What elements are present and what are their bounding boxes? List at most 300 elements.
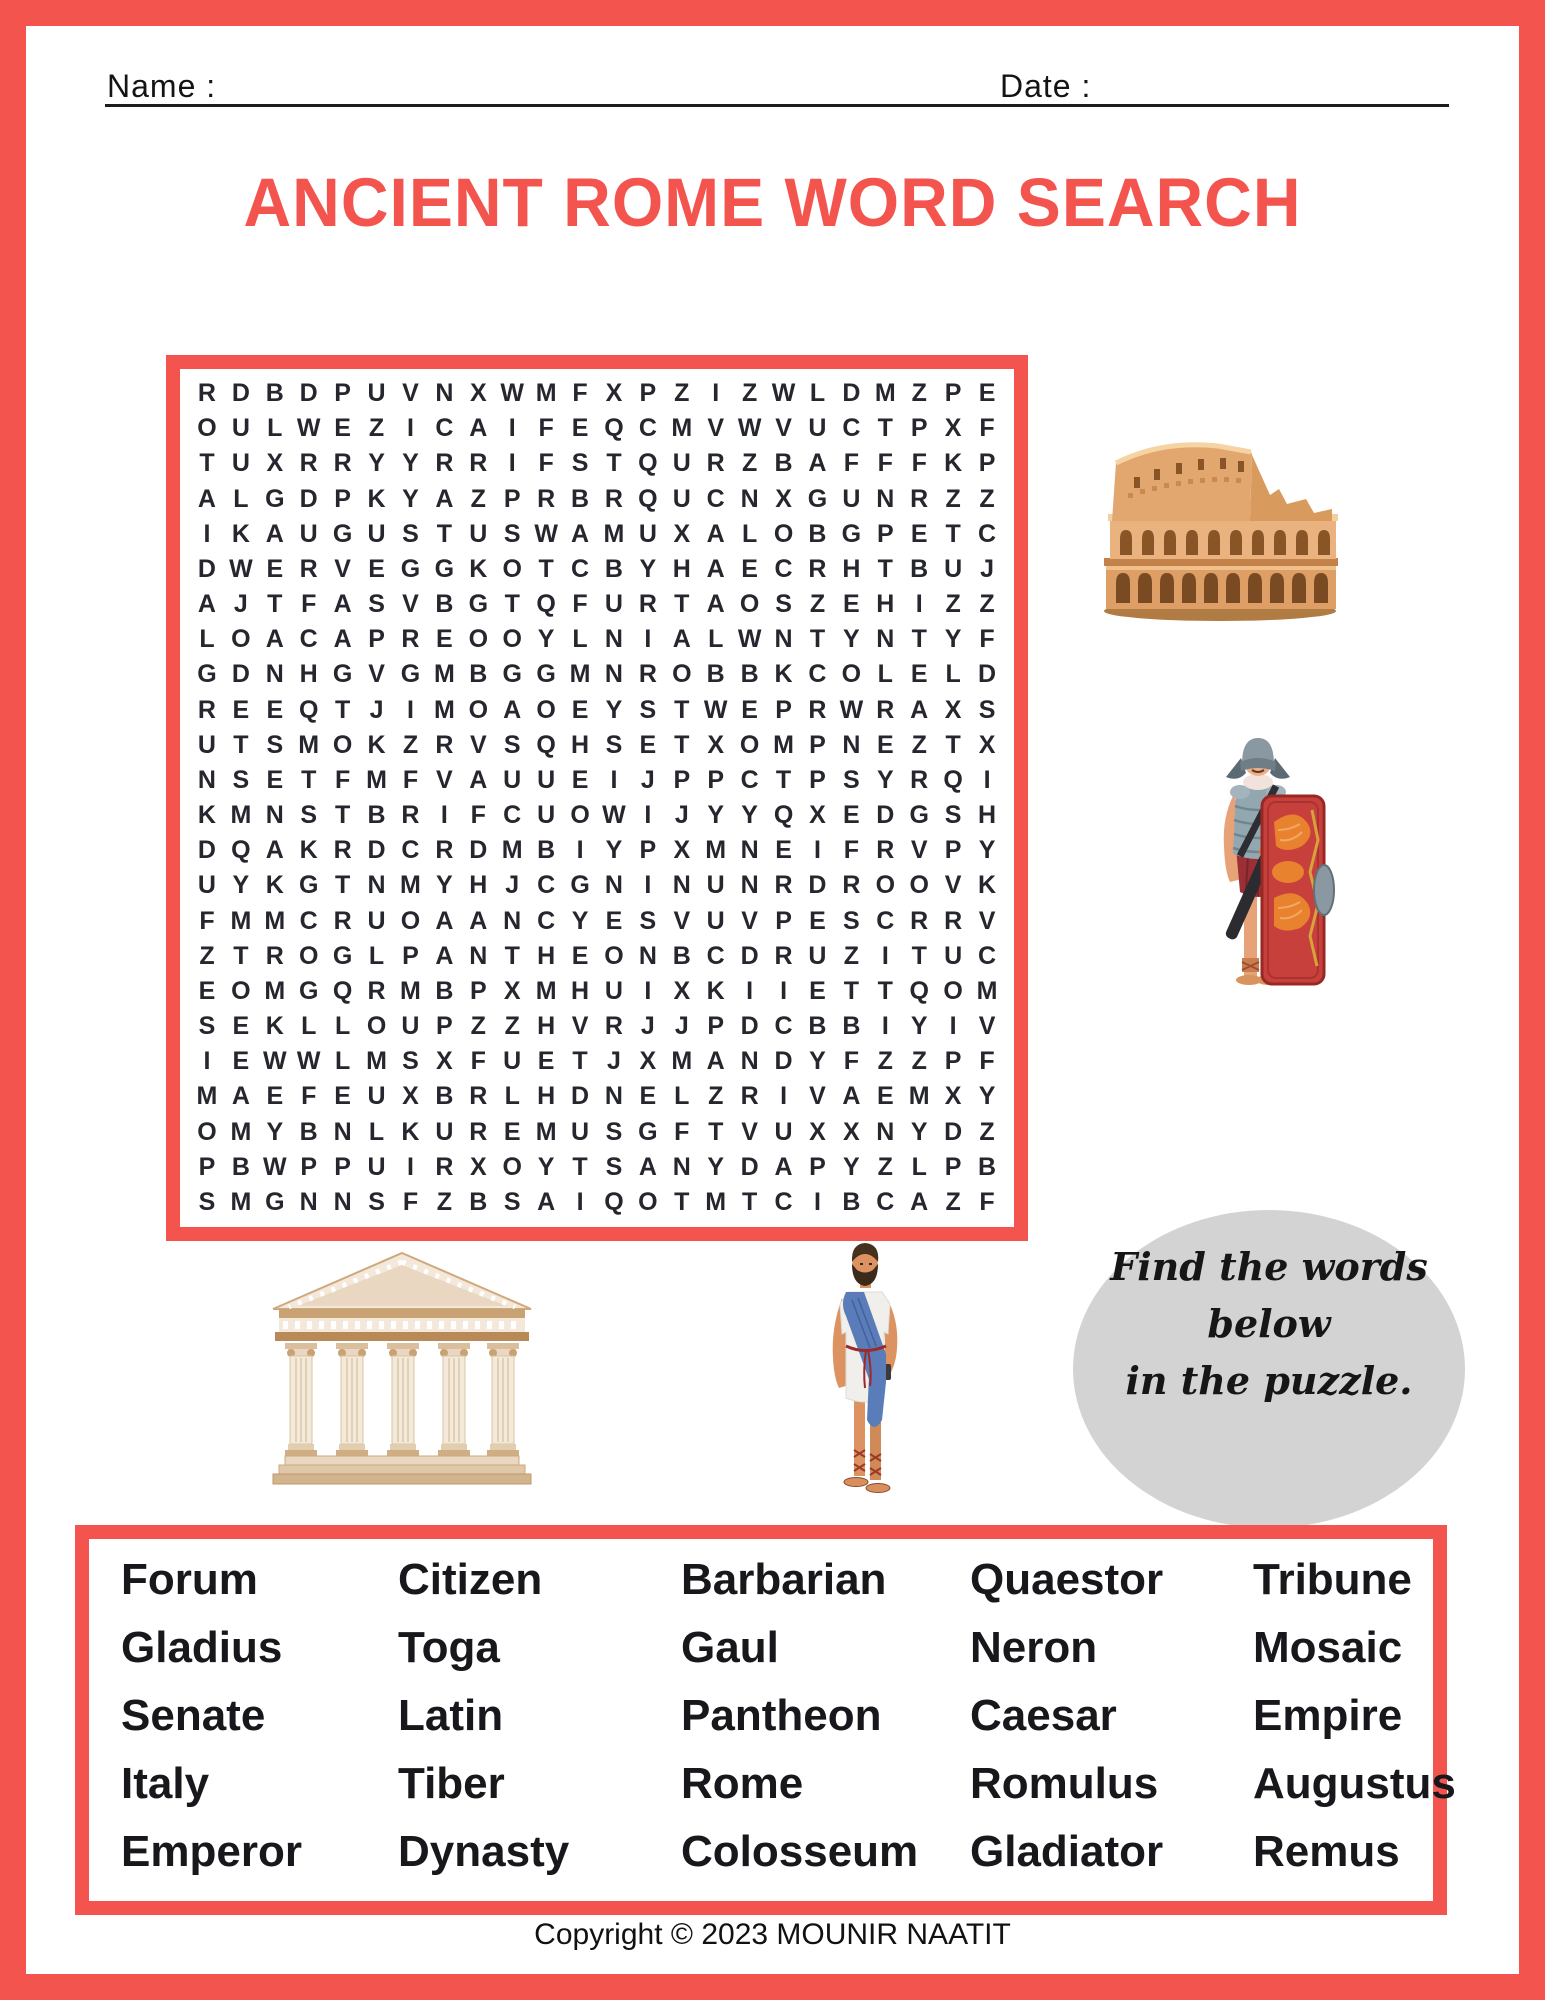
grid-letter: C	[774, 554, 793, 583]
instruction-text	[1073, 1238, 1465, 1409]
grid-letter: T	[334, 695, 351, 724]
grid-letter: E	[368, 554, 385, 583]
grid-letter: Y	[843, 625, 860, 654]
grid-letter: C	[299, 625, 318, 654]
grid-letter: P	[334, 484, 351, 513]
word-item: Dynasty	[398, 1827, 570, 1876]
grid-letter: Y	[402, 449, 419, 478]
grid-letter: X	[639, 1047, 657, 1076]
grid-letter: M	[535, 1117, 557, 1146]
grid-letter: O	[197, 414, 217, 443]
grid-letter: F	[199, 906, 215, 935]
grid-letter: P	[198, 1152, 216, 1181]
grid-letter: Q	[604, 1187, 624, 1216]
grid-letter: A	[537, 1187, 556, 1216]
grid-letter: D	[740, 1152, 759, 1181]
page-title: ANCIENT ROME WORD SEARCH	[243, 163, 1302, 241]
grid-letter: B	[299, 1117, 318, 1146]
grid-letter: H	[537, 1012, 556, 1041]
grid-letter: O	[909, 871, 929, 900]
grid-letter: R	[367, 976, 386, 1005]
grid-letter: K	[367, 730, 386, 759]
grid-letter: O	[231, 976, 251, 1005]
grid-letter: I	[406, 1152, 414, 1181]
grid-letter: D	[740, 1012, 759, 1041]
grid-letter: H	[299, 660, 318, 689]
grid-letter: B	[808, 1012, 827, 1041]
grid-letter: C	[706, 941, 725, 970]
grid-letter: O	[468, 695, 489, 724]
grid-letter: A	[808, 449, 827, 478]
grid-letter: A	[910, 1187, 929, 1216]
grid-letter: S	[775, 590, 792, 619]
word-item: Rome	[681, 1759, 804, 1808]
grid-letter: S	[198, 1187, 216, 1216]
grid-letter: N	[503, 906, 522, 935]
grid-letter: P	[944, 1047, 962, 1076]
grid-letter: V	[978, 906, 996, 935]
grid-letter: Q	[298, 695, 319, 724]
grid-letter: B	[231, 1152, 250, 1181]
grid-letter: P	[910, 414, 928, 443]
grid-letter: B	[537, 836, 556, 865]
grid-letter: Y	[537, 625, 555, 654]
grid-letter: S	[402, 1047, 419, 1076]
grid-letter: S	[639, 906, 657, 935]
grid-letter: L	[233, 484, 249, 513]
grid-letter: C	[706, 484, 725, 513]
grid-letter: C	[299, 906, 318, 935]
grid-letter: E	[876, 1082, 894, 1111]
grid-letter: E	[741, 695, 758, 724]
grid-letter: Z	[945, 1187, 961, 1216]
grid-letter: I	[813, 1187, 821, 1216]
grid-letter: P	[402, 941, 419, 970]
grid-letter: M	[400, 976, 421, 1005]
grid-letter: O	[739, 590, 760, 619]
grid-letter: W	[296, 1047, 321, 1076]
grid-letter: C	[638, 414, 657, 443]
grid-letter: B	[672, 941, 691, 970]
grid-letter: O	[943, 976, 963, 1005]
grid-letter: S	[605, 1152, 623, 1181]
grid-letter: O	[298, 941, 319, 970]
grid-letter: G	[400, 554, 421, 583]
grid-letter: A	[231, 1082, 250, 1111]
grid-letter: L	[504, 1082, 520, 1111]
grid-letter: Z	[436, 1187, 452, 1216]
grid-letter: Q	[536, 590, 556, 619]
grid-letter: S	[605, 1117, 623, 1146]
grid-letter: R	[401, 625, 420, 654]
grid-letter: A	[435, 906, 454, 935]
grid-letter: R	[808, 554, 827, 583]
grid-letter: U	[604, 590, 623, 619]
grid-letter: R	[435, 836, 454, 865]
grid-letter: Y	[944, 625, 962, 654]
grid-letter: D	[197, 554, 216, 583]
grid-letter: O	[638, 1187, 658, 1216]
grid-letter: T	[674, 695, 690, 724]
grid-letter: D	[299, 484, 318, 513]
grid-letter: G	[638, 1117, 658, 1146]
grid-letter: N	[876, 484, 895, 513]
grid-letter: Y	[809, 1047, 826, 1076]
grid-letter: P	[334, 379, 351, 408]
word-item: Latin	[398, 1691, 504, 1740]
grid-letter: L	[945, 660, 961, 689]
grid-letter: R	[299, 554, 318, 583]
grid-letter: I	[983, 765, 991, 794]
grid-letter: L	[199, 625, 215, 654]
grid-letter: U	[537, 801, 556, 830]
word-item: Colosseum	[681, 1827, 919, 1876]
grid-letter: A	[333, 590, 352, 619]
grid-letter: R	[910, 765, 929, 794]
grid-letter: O	[197, 1117, 217, 1146]
grid-letter: I	[780, 976, 788, 1005]
word-search-grid-inner	[180, 369, 1014, 1227]
grid-letter: Z	[979, 590, 995, 619]
grid-letter: W	[262, 1152, 287, 1181]
grid-letter: G	[841, 519, 862, 548]
grid-letter: X	[436, 1047, 453, 1076]
grid-letter: H	[537, 1082, 556, 1111]
grid-letter: S	[368, 590, 385, 619]
grid-letter: O	[570, 801, 590, 830]
grid-letter: M	[298, 730, 320, 759]
grid-letter: U	[231, 449, 250, 478]
grid-letter: B	[842, 1187, 861, 1216]
grid-letter: P	[944, 1152, 962, 1181]
grid-letter: E	[198, 976, 216, 1005]
grid-letter: V	[571, 1012, 589, 1041]
grid-letter: P	[503, 484, 521, 513]
grid-letter: T	[945, 519, 961, 548]
grid-letter: G	[434, 554, 455, 583]
grid-letter: R	[469, 449, 488, 478]
grid-letter: R	[435, 1152, 454, 1181]
grid-letter: I	[406, 695, 414, 724]
grid-letter: O	[502, 1152, 522, 1181]
grid-letter: R	[435, 730, 454, 759]
copyright-text: Copyright © 2023 MOUNIR NAATIT	[534, 1918, 1011, 1951]
grid-letter: Y	[978, 836, 996, 865]
grid-letter: P	[673, 765, 691, 794]
grid-letter: I	[881, 1012, 889, 1041]
word-search-grid	[166, 355, 1028, 1241]
grid-letter: K	[265, 1012, 284, 1041]
grid-letter: M	[264, 976, 286, 1005]
grid-letter: R	[604, 484, 623, 513]
grid-letter: T	[572, 1047, 588, 1076]
grid-letter: T	[708, 1117, 724, 1146]
grid-letter: U	[774, 1117, 793, 1146]
grid-letter: R	[842, 871, 861, 900]
grid-letter: Y	[876, 765, 894, 794]
grid-letter: X	[944, 695, 962, 724]
grid-letter: M	[433, 695, 455, 724]
grid-letter: U	[604, 976, 623, 1005]
grid-letter: S	[571, 449, 589, 478]
grid-letter: V	[368, 660, 385, 689]
grid-letter: T	[504, 941, 520, 970]
grid-letter: N	[604, 660, 623, 689]
grid-letter: F	[538, 449, 554, 478]
grid-letter: F	[572, 590, 588, 619]
grid-letter: C	[978, 941, 997, 970]
grid-letter: D	[740, 941, 759, 970]
grid-letter: A	[435, 941, 454, 970]
grid-letter: H	[537, 941, 556, 970]
grid-letter: K	[299, 836, 318, 865]
grid-letter: Z	[979, 1117, 995, 1146]
grid-letter: P	[944, 836, 962, 865]
grid-letter: N	[469, 941, 488, 970]
grid-letter: Z	[809, 590, 826, 619]
word-item: Romulus	[970, 1759, 1159, 1808]
grid-letter: J	[674, 801, 689, 830]
grid-letter: J	[640, 765, 655, 794]
grid-letter: F	[301, 1082, 317, 1111]
word-list-column	[398, 1555, 681, 1877]
grid-letter: N	[672, 871, 691, 900]
grid-letter: N	[740, 1047, 759, 1076]
grid-letter: C	[842, 414, 861, 443]
word-list-column	[1253, 1555, 1456, 1877]
grid-letter: Z	[368, 414, 385, 443]
grid-letter: N	[604, 625, 623, 654]
grid-letter: G	[197, 660, 217, 689]
grid-letter: H	[842, 554, 861, 583]
grid-letter: J	[369, 695, 384, 724]
grid-letter: I	[712, 379, 720, 408]
grid-letter: O	[739, 730, 760, 759]
grid-letter: X	[707, 730, 725, 759]
grid-letter: G	[502, 660, 522, 689]
grid-letter: K	[265, 871, 284, 900]
grid-letter: T	[911, 625, 927, 654]
grid-letter: A	[469, 906, 488, 935]
grid-letter: B	[435, 1082, 454, 1111]
name-label: Name :	[107, 68, 217, 104]
grid-letter: D	[808, 871, 827, 900]
roman-soldier-icon	[1196, 722, 1336, 1000]
grid-letter: G	[400, 660, 421, 689]
grid-letter: P	[707, 765, 725, 794]
grid-letter: S	[266, 730, 284, 759]
grid-letter: H	[571, 730, 590, 759]
grid-letter: U	[808, 414, 827, 443]
word-list-column	[121, 1555, 398, 1877]
grid-letter: Q	[231, 836, 251, 865]
grid-letter: T	[436, 519, 452, 548]
grid-letter: T	[301, 765, 317, 794]
grid-letter: L	[708, 625, 724, 654]
grid-letter: N	[842, 730, 861, 759]
grid-letter: Q	[332, 976, 353, 1005]
grid-letter: V	[978, 1012, 996, 1041]
grid-letter: E	[809, 906, 826, 935]
word-item: Empire	[1253, 1691, 1403, 1740]
grid-letter: Z	[674, 379, 690, 408]
grid-letter: R	[706, 449, 725, 478]
grid-letter: S	[843, 765, 860, 794]
grid-letter: I	[440, 801, 448, 830]
grid-letter: Z	[945, 484, 961, 513]
grid-letter: M	[874, 379, 896, 408]
grid-letter: B	[265, 379, 284, 408]
grid-letter: L	[267, 414, 283, 443]
grid-letter: I	[949, 1012, 957, 1041]
grid-letter: U	[706, 871, 725, 900]
grid-letter: B	[469, 660, 488, 689]
grid-letter: A	[197, 484, 216, 513]
grid-letter: L	[368, 941, 385, 970]
grid-letter: M	[569, 660, 591, 689]
grid-letter: P	[469, 976, 487, 1005]
grid-letter: S	[402, 519, 419, 548]
grid-letter: I	[644, 976, 652, 1005]
grid-letter: G	[332, 519, 353, 548]
grid-letter: X	[673, 976, 691, 1005]
grid-letter: Y	[843, 1152, 860, 1181]
grid-letter: E	[334, 414, 351, 443]
grid-letter: F	[979, 414, 995, 443]
grid-letter: S	[232, 765, 250, 794]
grid-letter: A	[638, 1152, 657, 1181]
grid-letter: R	[774, 941, 793, 970]
grid-letter: U	[808, 941, 827, 970]
grid-letter: B	[435, 590, 454, 619]
grid-letter: M	[671, 414, 693, 443]
grid-letter: U	[537, 765, 556, 794]
name-date-writing-line	[105, 104, 1449, 107]
grid-letter: P	[368, 625, 385, 654]
grid-letter: A	[706, 590, 725, 619]
grid-letter: N	[604, 871, 623, 900]
grid-letter: I	[508, 449, 516, 478]
grid-letter: B	[978, 1152, 997, 1181]
grid-letter: U	[299, 519, 318, 548]
grid-letter: T	[538, 554, 554, 583]
word-item: Emperor	[121, 1827, 302, 1876]
word-item: Tribune	[1253, 1555, 1412, 1604]
grid-letter: Y	[605, 695, 623, 724]
grid-letter: E	[639, 730, 657, 759]
grid-letter: Y	[232, 871, 250, 900]
grid-letter: P	[876, 519, 894, 548]
grid-letter: M	[230, 1117, 252, 1146]
grid-letter: T	[606, 449, 622, 478]
grid-letter: M	[671, 1047, 693, 1076]
grid-letter: E	[741, 554, 758, 583]
grid-letter: H	[469, 871, 488, 900]
grid-letter: R	[333, 836, 352, 865]
grid-letter: L	[334, 1012, 351, 1041]
grid-letter: X	[809, 1117, 826, 1146]
grid-letter: U	[367, 379, 386, 408]
grid-letter: P	[775, 906, 792, 935]
grid-letter: O	[841, 660, 862, 689]
grid-letter: W	[839, 695, 864, 724]
grid-letter: A	[910, 695, 929, 724]
grid-letter: U	[401, 1012, 420, 1041]
grid-letter: G	[265, 484, 285, 513]
grid-letter: R	[910, 906, 929, 935]
grid-letter: Y	[436, 871, 453, 900]
grid-letter: R	[265, 941, 284, 970]
grid-letter: M	[501, 836, 523, 865]
grid-letter: S	[605, 730, 623, 759]
grid-letter: T	[572, 1152, 588, 1181]
word-item: Barbarian	[681, 1555, 887, 1604]
grid-letter: A	[333, 625, 352, 654]
grid-letter: G	[265, 1187, 285, 1216]
grid-letter: U	[435, 1117, 454, 1146]
grid-letter: A	[469, 414, 488, 443]
grid-letter: M	[196, 1082, 218, 1111]
grid-letter: U	[944, 554, 963, 583]
grid-letter: F	[470, 801, 486, 830]
grid-letter: R	[876, 695, 895, 724]
grid-letter: M	[603, 519, 625, 548]
grid-letter: E	[503, 1117, 521, 1146]
grid-letter: F	[979, 1187, 995, 1216]
grid-letter: T	[775, 765, 792, 794]
grid-letter: L	[809, 379, 826, 408]
grid-letter: Y	[707, 801, 725, 830]
grid-letter: C	[503, 801, 522, 830]
grid-letter: R	[299, 449, 318, 478]
grid-letter: N	[197, 765, 216, 794]
grid-letter: E	[436, 625, 453, 654]
grid-letter: Y	[571, 906, 589, 935]
grid-letter: O	[400, 906, 421, 935]
grid-letter: X	[809, 801, 826, 830]
grid-letter: U	[197, 871, 216, 900]
grid-letter: K	[197, 801, 216, 830]
grid-letter: M	[264, 906, 286, 935]
grid-letter: K	[231, 519, 250, 548]
grid-letter: F	[979, 1047, 995, 1076]
grid-letter: C	[740, 765, 759, 794]
grid-letter: D	[367, 836, 386, 865]
grid-letter: O	[604, 941, 624, 970]
roman-temple-icon	[271, 1248, 533, 1485]
grid-letter: D	[944, 1117, 963, 1146]
grid-letter: D	[197, 836, 216, 865]
grid-letter: D	[774, 1047, 793, 1076]
grid-letter: Q	[638, 484, 658, 513]
grid-letter: Z	[504, 1012, 520, 1041]
grid-letter: L	[741, 519, 758, 548]
grid-letter: X	[402, 1082, 419, 1111]
grid-letter: N	[876, 625, 895, 654]
grid-letter: Z	[741, 379, 758, 408]
grid-letter: Y	[266, 1117, 284, 1146]
grid-letter: X	[503, 976, 521, 1005]
grid-letter: F	[674, 1117, 690, 1146]
grid-letter: T	[504, 590, 520, 619]
grid-letter: B	[842, 1012, 861, 1041]
grid-letter: Z	[402, 730, 419, 759]
grid-letter: A	[706, 1047, 725, 1076]
grid-letter: X	[673, 836, 691, 865]
grid-letter: V	[402, 379, 419, 408]
word-item: Forum	[121, 1555, 258, 1604]
grid-letter: Y	[741, 801, 758, 830]
